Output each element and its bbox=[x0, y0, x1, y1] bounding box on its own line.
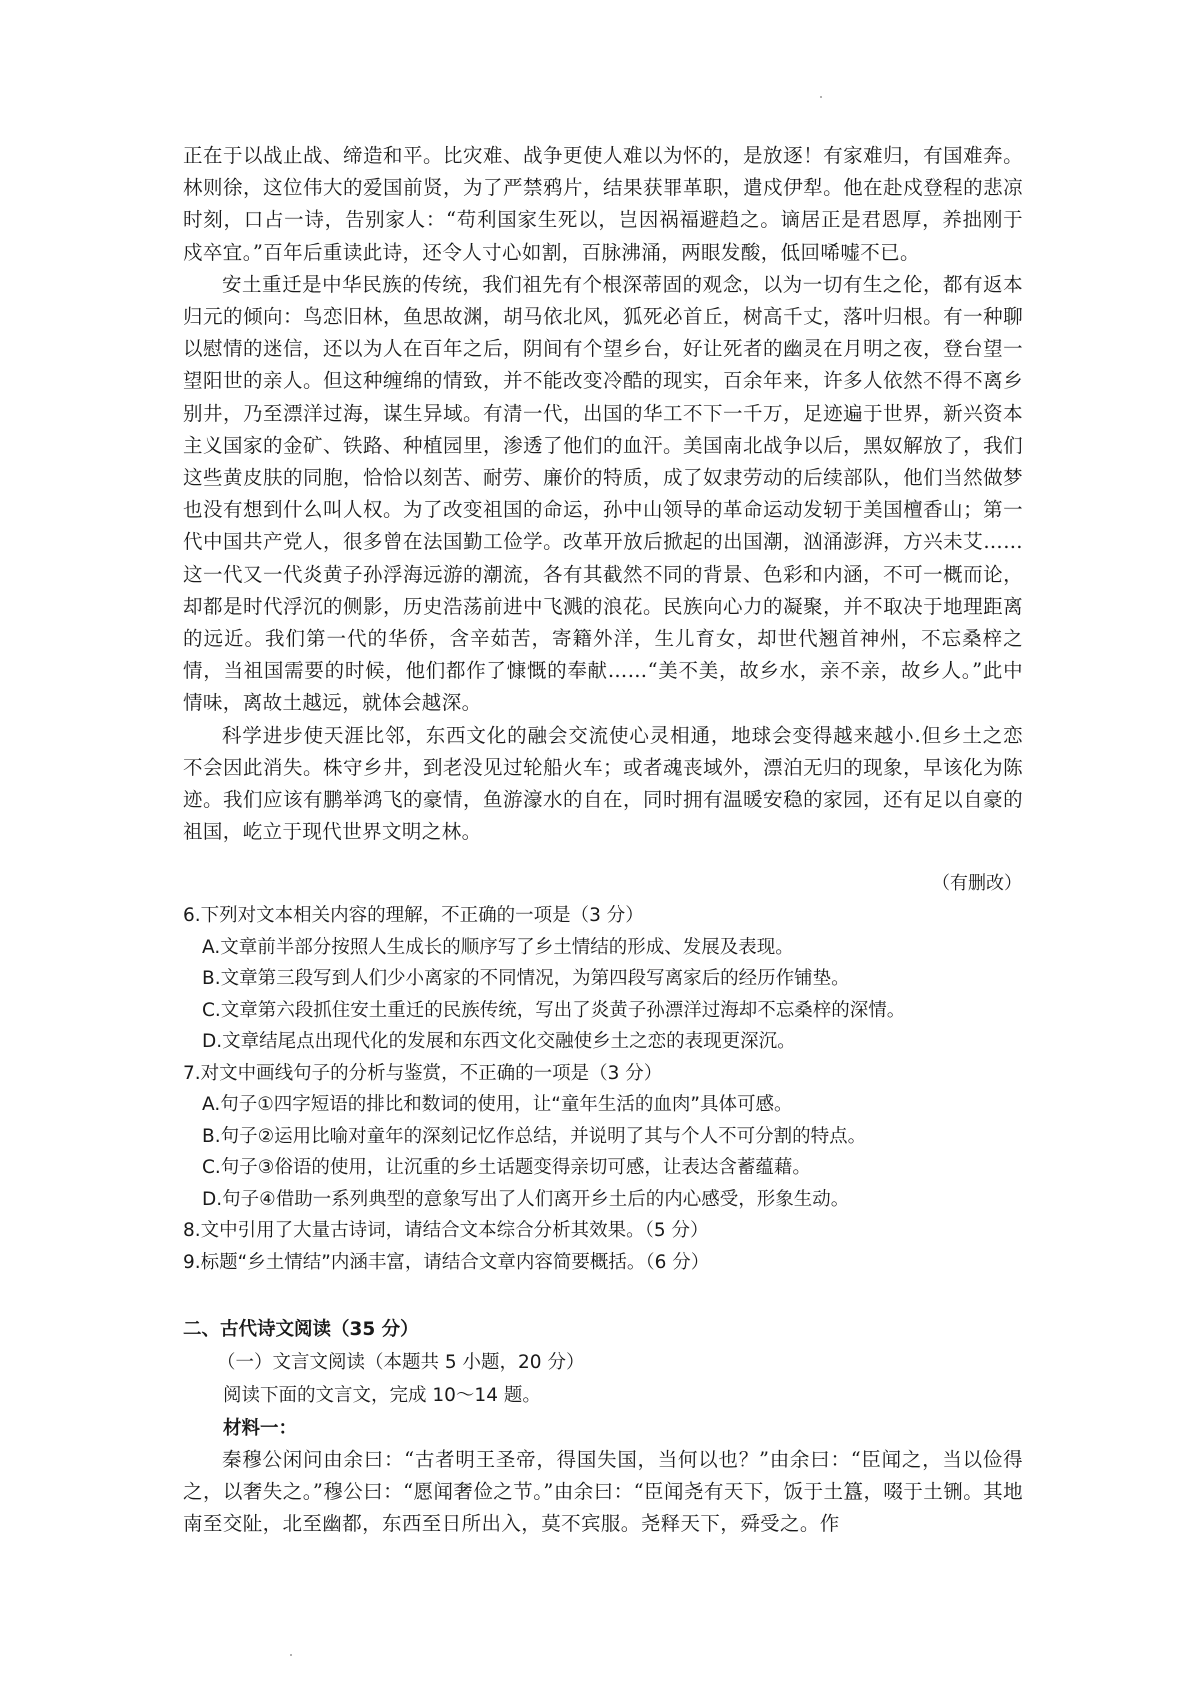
subsection-heading: （一）文言文阅读（本题共 5 小题，20 分） bbox=[217, 1352, 585, 1373]
question-9 bbox=[183, 1247, 1043, 1279]
question-list bbox=[183, 900, 1043, 1278]
passage-paragraph-3: 科学进步使天涯比邻，东西文化的融会交流使心灵相通，地球会变得越来越小.但乡土之恋不会因此消失。株守乡井，到老没见过轮船火车；或者魂丧域外，漂泊无归的现象，早该化为陈迹。我们应该有鹏举鸿飞的豪情，鱼游濠水的自在，同时拥有温暖安稳的家园，还有足以自豪的祖国，屹立于现代世界文明之林。 bbox=[183, 723, 1023, 844]
option-a: A.文章前半部分按照人生成长的顺序写了乡土情结的形成、发展及表现。 bbox=[202, 936, 794, 958]
reading-passage bbox=[183, 140, 1023, 848]
option-d: D.句子④借助一系列典型的意象写出了人们离开乡土后的内心感受，形象生动。 bbox=[202, 1188, 850, 1210]
question-8 bbox=[183, 1215, 1043, 1247]
option-b: B.句子②运用比喻对童年的深刻记忆作总结，并说明了其与个人不可分割的特点。 bbox=[202, 1125, 867, 1147]
option-c: C.文章第六段抓住安土重迁的民族传统，写出了炎黄子孙漂洋过海却不忘桑梓的深情。 bbox=[202, 999, 906, 1021]
section-heading: 二、古代诗文阅读（35 分） bbox=[183, 1319, 419, 1340]
classical-text bbox=[183, 1444, 1023, 1541]
question-stem: 6.下列对文本相关内容的理解，不正确的一项是（3 分） bbox=[183, 905, 644, 926]
section-ancient-reading bbox=[183, 1313, 1043, 1445]
option-c: C.句子③俗语的使用，让沉重的乡土话题变得亲切可感，让表达含蓄蕴藉。 bbox=[202, 1157, 811, 1178]
passage-paragraph-1: 正在于以战止战、缔造和平。比灾难、战争更使人难以为怀的，是放逐！有家难归，有国难奔。林则徐，这位伟大的爱国前贤，为了严禁鸦片，结果获罪革职，遣戍伊犁。他在赴戍登程的悲凉时刻，口占一诗，告别家人：“苟利国家生死以，岂因祸福避趋之。谪居正是君恩厚，养拙刚于戍卒宜。”百年后重读此诗，还令人寸心如割，百脉沸涌，两眼发酸，低回唏嘘不已。 bbox=[183, 144, 1023, 264]
instruction-text: 阅读下面的文言文，完成 10～14 题。 bbox=[223, 1385, 541, 1406]
scan-speck bbox=[290, 1654, 292, 1656]
question-7 bbox=[183, 1058, 1043, 1216]
classical-paragraph: 秦穆公闲问由余曰：“古者明王圣帝，得国失国，当何以也？”由余曰：“臣闻之，当以俭得之，以奢失之。”穆公曰：“愿闻奢俭之节。”由余曰：“臣闻尧有天下，饭于土簋，啜于土铏。其地南至交阯，北至幽都，东西至日所出入，莫不宾服。尧释天下，舜受之。作 bbox=[183, 1448, 1023, 1536]
option-b: B.文章第三段写到人们少小离家的不同情况，为第四段写离家后的经历作铺垫。 bbox=[202, 968, 850, 989]
question-stem: 9.标题“乡土情结”内涵丰富，请结合文章内容简要概括。（6 分） bbox=[183, 1251, 710, 1273]
material-label: 材料一： bbox=[223, 1418, 298, 1439]
scan-speck bbox=[820, 96, 822, 98]
question-6 bbox=[183, 900, 1043, 1058]
option-a: A.句子①四字短语的排比和数词的使用，让“童年生活的血肉”具体可感。 bbox=[202, 1094, 793, 1115]
question-stem: 7.对文中画线句子的分析与鉴赏，不正确的一项是（3 分） bbox=[183, 1062, 663, 1084]
source-note: （有删改） bbox=[932, 873, 1022, 894]
question-stem: 8.文中引用了大量古诗词，请结合文本综合分析其效果。（5 分） bbox=[183, 1220, 709, 1241]
passage-paragraph-2: 安土重迁是中华民族的传统，我们祖先有个根深蒂固的观念，以为一切有生之伦，都有返本归元的倾向：鸟恋旧林，鱼思故渊，胡马依北风，狐死必首丘，树高千丈，落叶归根。有一种聊以慰情的迷信，还以为人在百年之后，阴间有个望乡台，好让死者的幽灵在月明之夜，登台望一望阳世的亲人。但这种缠绵的情致，并不能改变冷酷的现实，百余年来，许多人依然不得不离乡别井，乃至漂洋过海，谋生异域。有清一代，出国的华工不下一千万，足迹遍于世界，新兴资本主义国家的金矿、铁路、种植园里，渗透了他们的血汗。美国南北战争以后，黑奴解放了，我们这些黄皮肤的同胞，恰恰以刻苦、耐劳、廉价的特质，成了奴隶劳动的后续部队，他们当然做梦也没有想到什么叫人权。为了改变祖国的命运，孙中山领导的革命运动发轫于美国檀香山；第一代中国共产党人，很多曾在法国勤工俭学。改革开放后掀起的出国潮，汹涌澎湃，方兴未艾……这一代又一代炎黄子孙浮海远游的潮流，各有其截然不同的背景、色彩和内涵，不可一概而论，却都是时代浮沉的侧影，历史浩荡前进中飞溅的浪花。民族向心力的凝聚，并不取决于地理距离的远近。我们第一代的华侨，含辛茹苦，寄籍外洋，生儿育女，却世代翘首神州，不忘桑梓之情，当祖国需要的时候，他们都作了慷慨的奉献……“美不美，故乡水，亲不亲，故乡人。”此中情味，离故土越远，就体会越深。 bbox=[183, 272, 1023, 715]
option-d: D.文章结尾点出现代化的发展和东西文化交融使乡土之恋的表现更深沉。 bbox=[202, 1031, 796, 1052]
